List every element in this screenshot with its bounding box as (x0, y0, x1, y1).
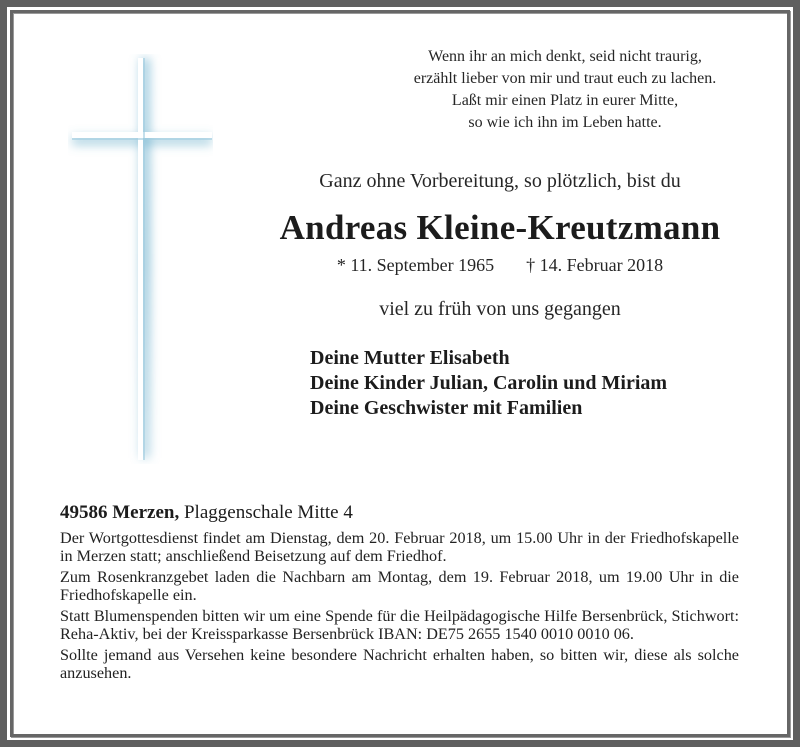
intro-text: Ganz ohne Vorbereitung, so plötzlich, bist du (319, 170, 681, 192)
poem-line: so wie ich ihn im Leben hatte. (468, 114, 662, 131)
notice-closing: Sollte jemand aus Versehen keine besondere Nachricht erhalten haben, so bitten wir, diese als solche anzusehen. (60, 646, 739, 682)
death-date: † 14. Februar 2018 (526, 255, 664, 275)
deceased-name: Andreas Kleine-Kreutzmann (279, 208, 721, 247)
notice-donation: Statt Blumenspenden bitten wir um eine Spende für die Heilpädagogische Hilfe Bersenbrück, Stichwort: Reha-Aktiv, bei der Kreissparkasse Bersenbrück IBAN: DE75 2655 1540 0010 0010 06. (60, 607, 739, 643)
notice-service: Der Wortgottesdienst findet am Dienstag, dem 20. Februar 2018, um 15.00 Uhr in der Friedhofskapelle in Merzen statt; anschließend Beisetzung auf dem Friedhof. (60, 529, 739, 565)
mourner: Deine Mutter Elisabeth (310, 347, 510, 369)
address-city: 49586 Merzen, (60, 502, 180, 523)
cross-icon (68, 54, 213, 464)
notice-rosary: Zum Rosenkranzgebet laden die Nachbarn am Montag, dem 19. Februar 2018, um 19.00 Uhr in die Friedhofskapelle ein. (60, 568, 739, 604)
poem-line: Wenn ihr an mich denkt, seid nicht traurig, (428, 48, 702, 65)
poem-line: erzählt lieber von mir und traut euch zu lachen. (413, 70, 717, 87)
mourner: Deine Geschwister mit Familien (310, 397, 583, 419)
life-dates (240, 255, 760, 276)
subtitle: viel zu früh von uns gegangen (379, 298, 621, 320)
poem-line: Laßt mir einen Platz in eurer Mitte, (451, 92, 679, 109)
poem (330, 46, 800, 134)
mourners-list (310, 346, 667, 421)
mourner: Deine Kinder Julian, Carolin und Miriam (310, 372, 668, 394)
address-street: Plaggenschale Mitte 4 (183, 502, 353, 523)
birth-date: * 11. September 1965 (336, 255, 495, 275)
address (60, 502, 353, 524)
notices (60, 530, 739, 686)
